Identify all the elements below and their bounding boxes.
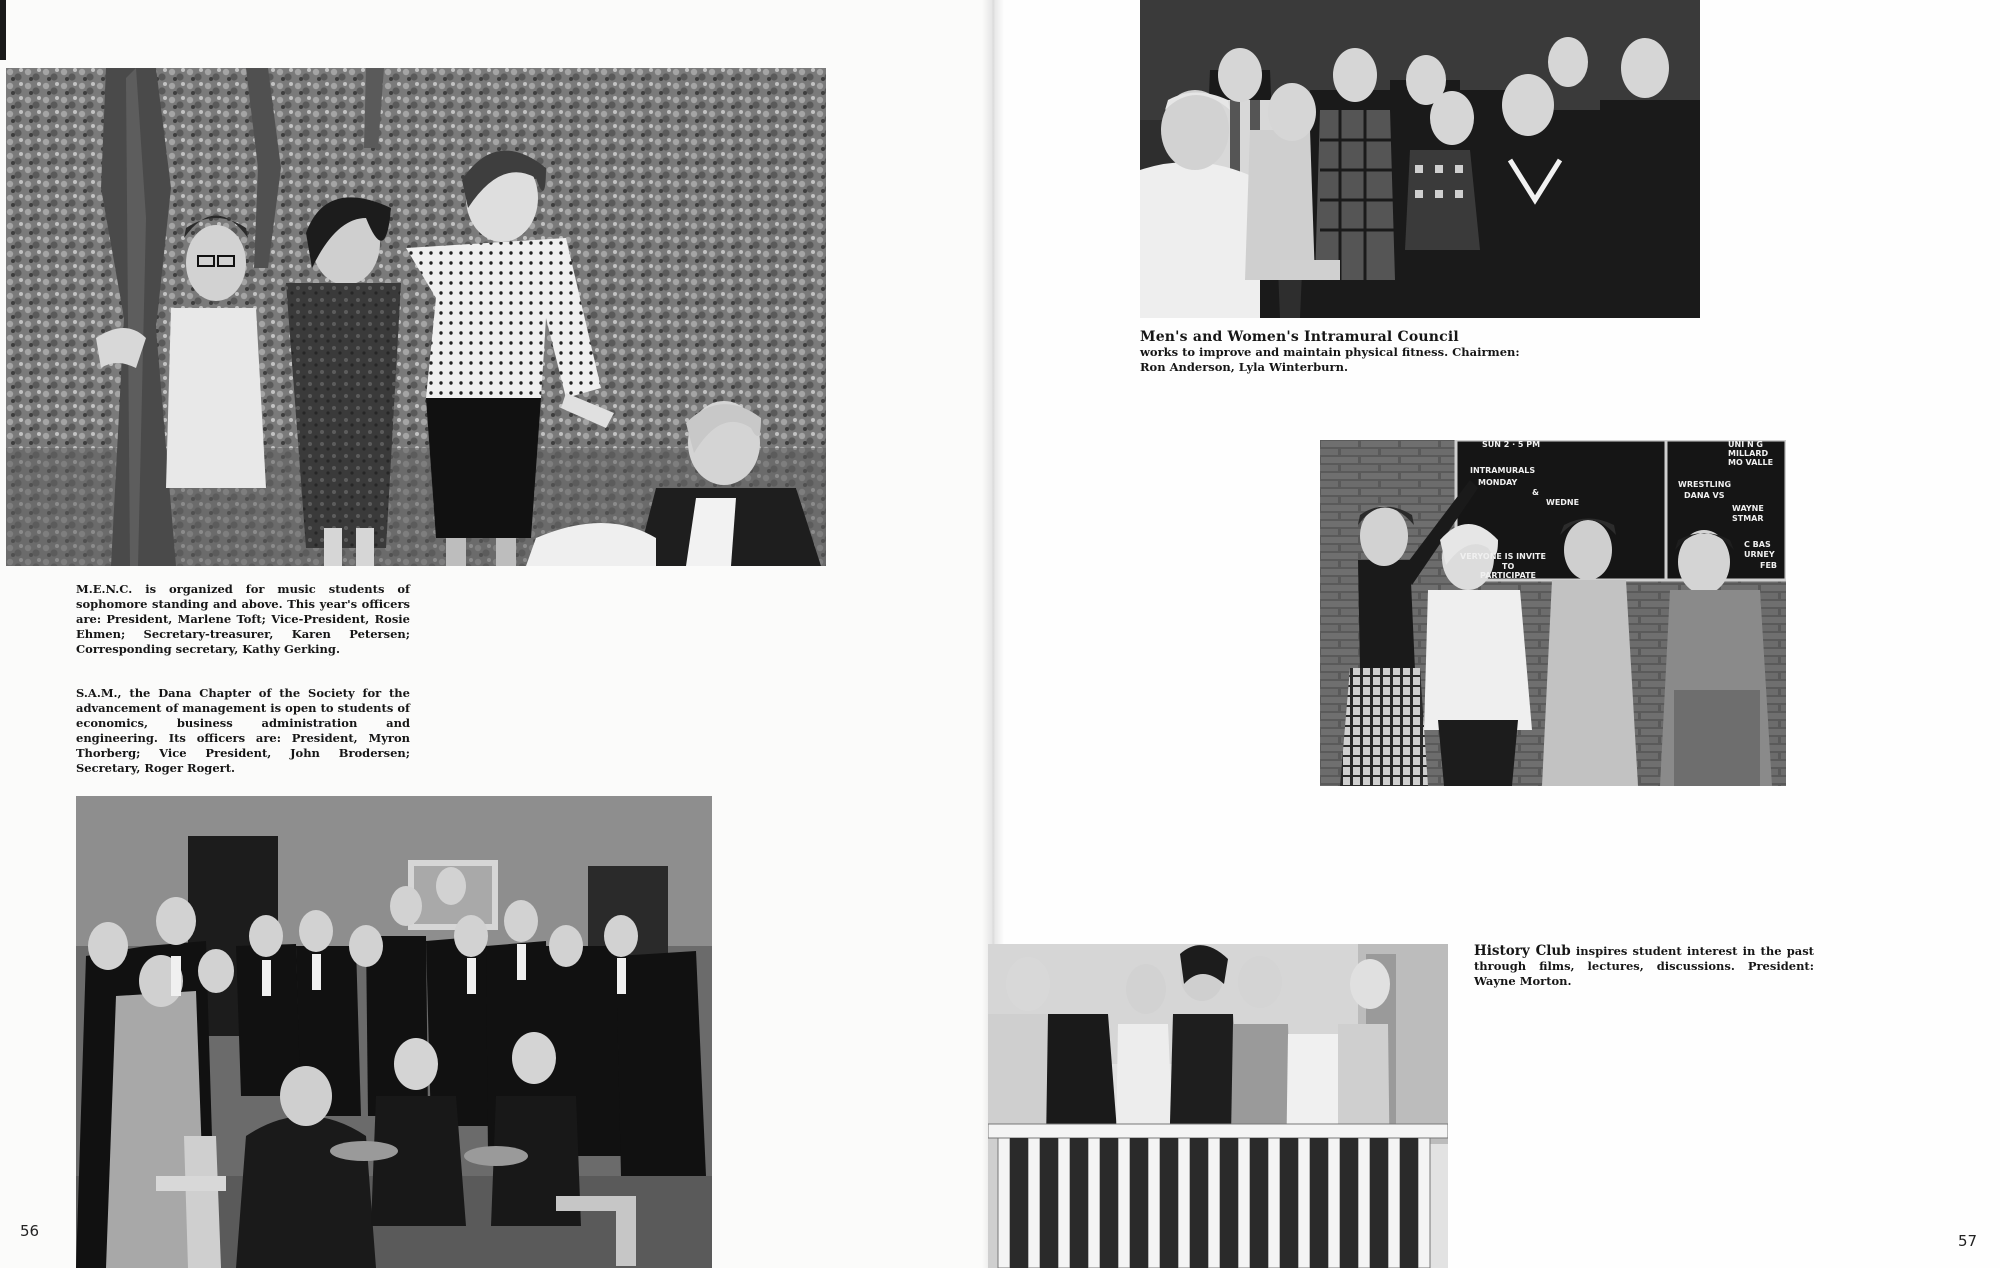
board-sun: SUN 2 · 5 PM [1482,440,1541,449]
board-millard: MILLARD [1728,449,1769,458]
board-to: TO [1502,562,1515,571]
menc-caption [76,582,410,657]
intramural-caption-title: Men's and Women's Intramural Council [1140,329,1459,345]
history-club-title: History Club [1474,943,1571,959]
right-page-number: 57 [1958,1232,1978,1250]
board-urney: URNEY [1744,550,1775,559]
board-intramurals: INTRAMURALS [1470,466,1536,475]
board-participate: PARTICIPATE [1480,571,1537,580]
board-text-right [1670,440,1786,580]
history-club-caption [1474,944,1814,989]
board-amp: & [1532,488,1539,497]
board-c-bas: C BAS [1744,540,1771,549]
group-photo-railing-icon [988,944,1448,1268]
group-photo-men-sweaters-icon [1140,0,1700,318]
sam-caption-text: S.A.M., the Dana Chapter of the Society for the advancement of management is open to students of economics, business administration and engineering. Its officers are: President, Myron Thorberg; Vice President, John Brodersen; Secretary, Roger Rogert. [76,686,410,775]
board-estmar: STMAR [1732,514,1764,523]
intramural-council-photo [1140,0,1700,318]
intramural-board-photo [1320,440,1786,786]
board-everyone: VERYONE IS INVITE [1460,552,1546,561]
board-feb: FEB [1760,561,1778,570]
sam-caption [76,686,410,776]
sam-photo [76,796,712,1268]
board-wrestling: WRESTLING [1678,480,1732,489]
history-club-text: inspires student interest in the past through films, lectures, discussions. President: Wayne Morton. [1474,944,1814,988]
intramural-caption-text: works to improve and maintain physical fitness. Chairmen: Ron Anderson, Lyla Winterburn. [1140,345,1520,374]
board-mo-valley: MO VALLE [1728,458,1774,467]
history-club-photo [988,944,1448,1268]
menc-caption-text: M.E.N.C. is organized for music students of sophomore standing and above. This year's officers are: President, Marlene Toft; Vice-President, Rosie Ehmen; Secretary-treasurer, Karen Petersen; Corresponding secretary, Kathy Gerking. [76,582,410,656]
board-dana-vs: DANA VS [1684,491,1725,500]
menc-photo [6,68,826,566]
board-uni: UNI N G [1728,440,1763,449]
board-monday: MONDAY [1478,478,1518,487]
board-wedne: WEDNE [1546,498,1580,507]
group-photo-woods-icon [6,68,826,566]
intramural-caption [1140,330,1540,375]
group-photo-men-suits-icon [76,796,712,1268]
board-wayne: WAYNE [1732,504,1764,513]
left-page-number: 56 [20,1222,40,1240]
page-edge-mark [0,0,6,60]
board-text-left [1460,440,1666,580]
